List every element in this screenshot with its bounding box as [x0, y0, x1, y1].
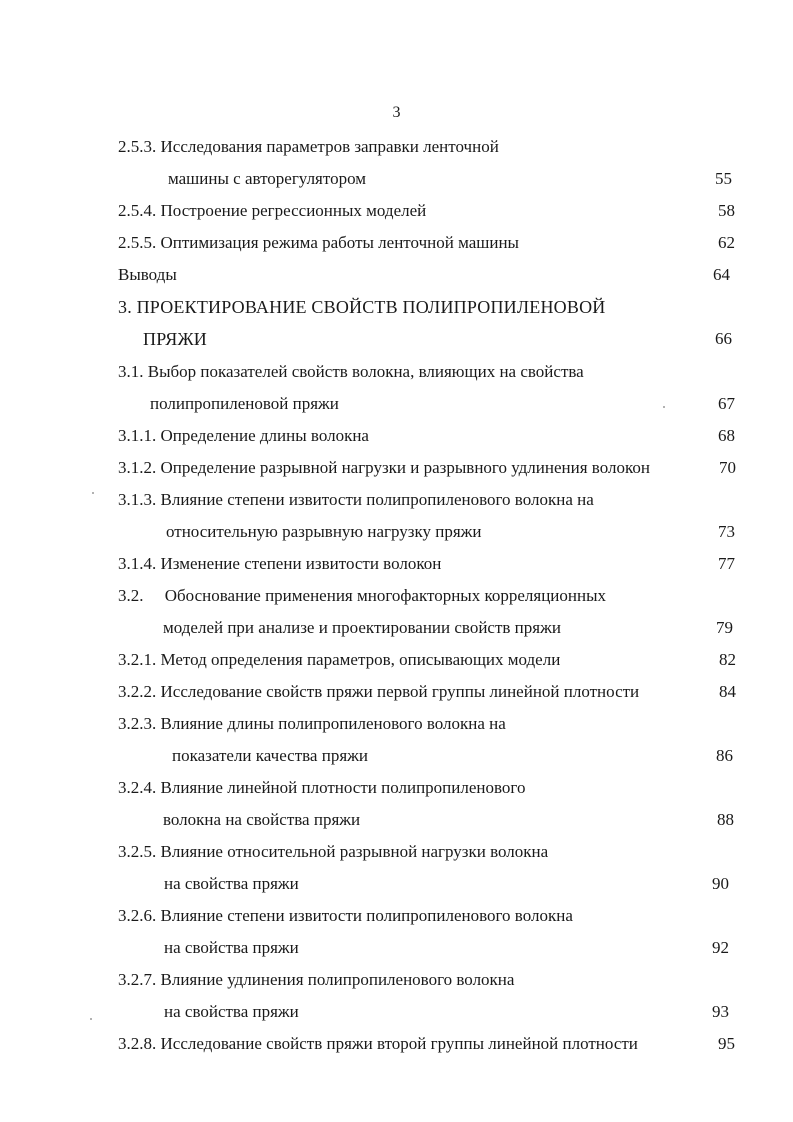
toc-entry-3-2-5: 3.2.5. Влияние относительной разрывной нагрузки волокна — [118, 842, 549, 861]
toc-page-3-2-7: 93 — [712, 1002, 729, 1021]
toc-entry-3-2-4: 3.2.4. Влияние линейной плотности полипропиленового — [118, 778, 526, 797]
toc-entry-2-5-5: 2.5.5. Оптимизация режима работы ленточной машины — [118, 233, 519, 252]
toc-entry-3-1-3: 3.1.3. Влияние степени извитости полипропиленового волокна на — [118, 490, 594, 509]
toc-entry-3-2-continuation: моделей при анализе и проектировании свойств пряжи — [163, 618, 561, 637]
toc-entry-chapter-3: 3. ПРОЕКТИРОВАНИЕ СВОЙСТВ ПОЛИПРОПИЛЕНОВОЙ — [118, 297, 606, 317]
toc-page-3-2-1: 82 — [719, 650, 736, 669]
toc-entry-3-2-7-continuation: на свойства пряжи — [164, 1002, 299, 1021]
toc-page-3-2-2: 84 — [719, 682, 736, 701]
toc-entry-3-2-3-continuation: показатели качества пряжи — [172, 746, 368, 765]
toc-page-3-1-2: 70 — [719, 458, 736, 477]
toc-entry-2-5-3: 2.5.3. Исследования параметров заправки ленточной — [118, 137, 499, 156]
toc-entry-3-2-4-continuation: волокна на свойства пряжи — [163, 810, 361, 829]
toc-entry-3-2-1: 3.2.1. Метод определения параметров, описывающих модели — [118, 650, 561, 669]
toc-page-3-2-3: 86 — [716, 746, 733, 765]
toc-page-3-2: 79 — [716, 618, 733, 637]
toc-page-3-2-6: 92 — [712, 938, 729, 957]
toc-page-2-5-3: 55 — [715, 169, 732, 188]
toc-entry-3-2-5-continuation: на свойства пряжи — [164, 874, 299, 893]
toc-entry-3-2-6: 3.2.6. Влияние степени извитости полипропиленового волокна — [118, 906, 573, 925]
toc-entry-3-1: 3.1. Выбор показателей свойств волокна, влияющих на свойства — [118, 362, 584, 381]
toc-entry-3-1-3-continuation: относительную разрывную нагрузку пряжи — [166, 522, 482, 541]
toc-entry-3-2-2: 3.2.2. Исследование свойств пряжи первой группы линейной плотности — [118, 682, 640, 701]
toc-entry-3-1-1: 3.1.1. Определение длины волокна — [118, 426, 369, 445]
toc-page-2-5-5: 62 — [718, 233, 735, 252]
toc-entry-3-2-6-continuation: на свойства пряжи — [164, 938, 299, 957]
toc-page-3-1: 67 — [718, 394, 735, 413]
toc-page-3-1-1: 68 — [718, 426, 735, 445]
toc-entry-3-1-continuation: полипропиленовой пряжи — [150, 394, 339, 413]
toc-entry-2-5-3-continuation: машины с авторегулятором — [168, 169, 367, 188]
toc-page-3-2-8: 95 — [718, 1034, 735, 1053]
toc-page-chapter-3: 66 — [715, 329, 732, 348]
toc-entry-conclusions: Выводы — [118, 265, 177, 284]
scan-speck — [90, 1018, 92, 1020]
toc-entry-3-1-4: 3.1.4. Изменение степени извитости волокон — [118, 554, 442, 573]
toc-entry-3-2-8: 3.2.8. Исследование свойств пряжи второй группы линейной плотности — [118, 1034, 638, 1053]
toc-page-3-2-5: 90 — [712, 874, 729, 893]
toc-entry-3-1-2: 3.1.2. Определение разрывной нагрузки и разрывного удлинения волокон — [118, 458, 650, 477]
toc-entry-3-2-3: 3.2.3. Влияние длины полипропиленового волокна на — [118, 714, 506, 733]
toc-page-3-1-3: 73 — [718, 522, 735, 541]
toc-page-3-2-4: 88 — [717, 810, 734, 829]
toc-page-conclusions: 64 — [713, 265, 730, 284]
page-number: 3 — [392, 104, 401, 121]
scan-speck — [663, 406, 665, 408]
toc-entry-3-2: 3.2. Обоснование применения многофакторных корреляционных — [118, 586, 607, 605]
toc-entry-2-5-4: 2.5.4. Построение регрессионных моделей — [118, 201, 427, 220]
toc-entry-chapter-3-continuation: ПРЯЖИ — [143, 329, 208, 349]
toc-page-2-5-4: 58 — [718, 201, 735, 220]
toc-page-3-1-4: 77 — [718, 554, 735, 573]
toc-entry-3-2-7: 3.2.7. Влияние удлинения полипропиленового волокна — [118, 970, 515, 989]
scan-speck — [92, 492, 94, 494]
